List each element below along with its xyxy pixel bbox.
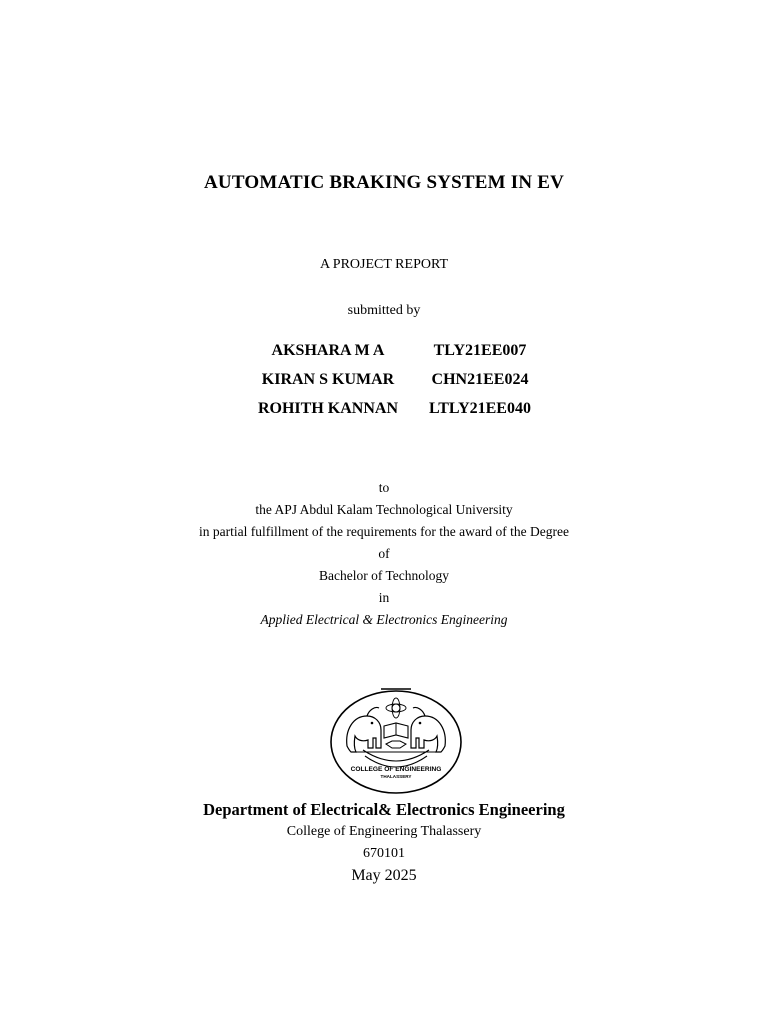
author-name: KIRAN S KUMAR	[261, 371, 395, 388]
author-row	[0, 371, 768, 400]
author-row	[0, 342, 768, 371]
author-id: TLY21EE007	[433, 342, 527, 359]
author-name: AKSHARA M A	[271, 342, 385, 359]
author-list	[0, 342, 768, 429]
to-label: to	[378, 480, 390, 495]
department-name: Department of Electrical& Electronics Engineering	[203, 800, 565, 819]
university-name: the APJ Abdul Kalam Technological University	[255, 502, 513, 517]
emblem-text-sub: THALASSERY	[380, 774, 412, 779]
degree-name: Bachelor of Technology	[318, 568, 450, 583]
branch-name: Applied Electrical & Electronics Engineering	[260, 612, 508, 627]
author-id: LTLY21EE040	[429, 400, 531, 417]
report-type: A PROJECT REPORT	[319, 257, 449, 272]
pincode: 670101	[363, 846, 405, 861]
in-label: in	[378, 590, 390, 605]
submitted-by-label: submitted by	[347, 303, 421, 318]
report-title: AUTOMATIC BRAKING SYSTEM IN EV	[203, 172, 564, 193]
author-row	[0, 400, 768, 429]
emblem-text-main: COLLEGE OF ENGINEERING	[350, 766, 442, 773]
of-label: of	[378, 546, 390, 561]
college-name: College of Engineering Thalassery	[286, 824, 482, 839]
author-name: ROHITH KANNAN	[257, 400, 398, 417]
fulfillment-statement: in partial fulfillment of the requirements for the award of the Degree	[199, 524, 569, 539]
college-emblem-icon	[329, 686, 463, 794]
report-date: May 2025	[351, 867, 417, 884]
author-id: CHN21EE024	[431, 371, 529, 388]
